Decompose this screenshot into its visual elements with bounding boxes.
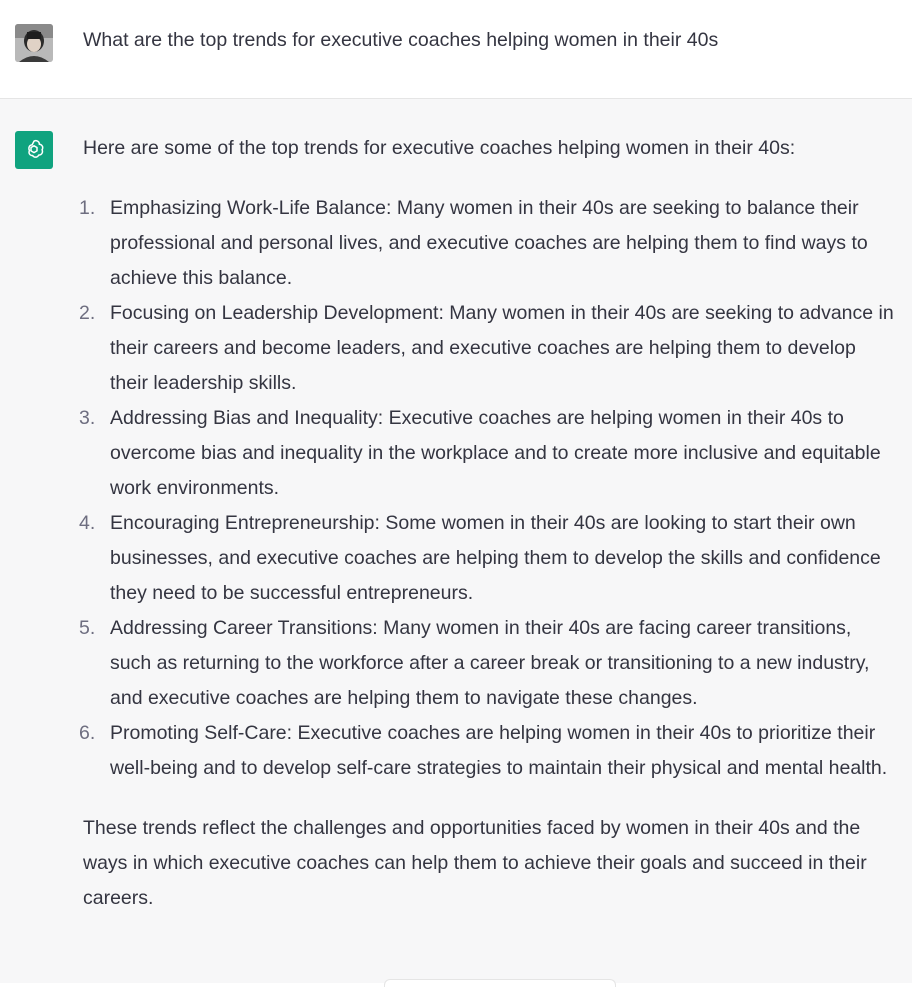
assistant-message (79, 131, 895, 916)
list-item-text: Encouraging Entrepreneurship: Some women in their 40s are looking to start their own businesses, and executive coaches are helping them to develop the skills and confidence they need to be successful entrepreneurs. (110, 512, 881, 604)
openai-logo-icon (15, 131, 53, 169)
list-number: 6. (79, 722, 96, 744)
list-number: 4. (79, 512, 96, 534)
list-item (79, 506, 895, 611)
list-item (79, 296, 895, 401)
list-item-text: Focusing on Leadership Development: Many women in their 40s are seeking to advance in their careers and become leaders, and executive coaches are helping them to develop their leadership skills. (110, 302, 894, 394)
list-item (79, 611, 895, 716)
trends-list (79, 191, 895, 786)
assistant-message-row (0, 99, 912, 983)
list-item-text: Addressing Career Transitions: Many women in their 40s are facing career transitions, such as returning to the workforce after a career break or transitioning to a new industry, and executive coaches are helping them to navigate these changes. (110, 617, 870, 709)
regenerate-button-edge[interactable] (384, 979, 616, 987)
list-item (79, 401, 895, 506)
list-item-text: Addressing Bias and Inequality: Executive coaches are helping women in their 40s to overcome bias and inequality in the workplace and to create more inclusive and equitable work environments. (110, 407, 881, 499)
list-number: 1. (79, 197, 96, 219)
list-item-text: Promoting Self-Care: Executive coaches are helping women in their 40s to prioritize their well-being and to develop self-care strategies to maintain their physical and mental health. (110, 722, 888, 779)
assistant-outro: These trends reflect the challenges and opportunities faced by women in their 40s and the ways in which executive coaches can help them to achieve their goals and succeed in their careers. (83, 817, 867, 909)
user-avatar (15, 24, 53, 62)
list-item-text: Emphasizing Work-Life Balance: Many women in their 40s are seeking to balance their professional and personal lives, and executive coaches are helping them to find ways to achieve this balance. (110, 197, 868, 289)
list-number: 5. (79, 617, 96, 639)
list-number: 3. (79, 407, 96, 429)
list-number: 2. (79, 302, 96, 324)
list-item (79, 716, 895, 786)
assistant-intro: Here are some of the top trends for executive coaches helping women in their 40s: (83, 137, 796, 159)
user-avatar-photo-icon (15, 24, 53, 62)
user-message-text: What are the top trends for executive coaches helping women in their 40s (83, 29, 719, 51)
user-message-row (0, 0, 912, 99)
list-item (79, 191, 895, 296)
